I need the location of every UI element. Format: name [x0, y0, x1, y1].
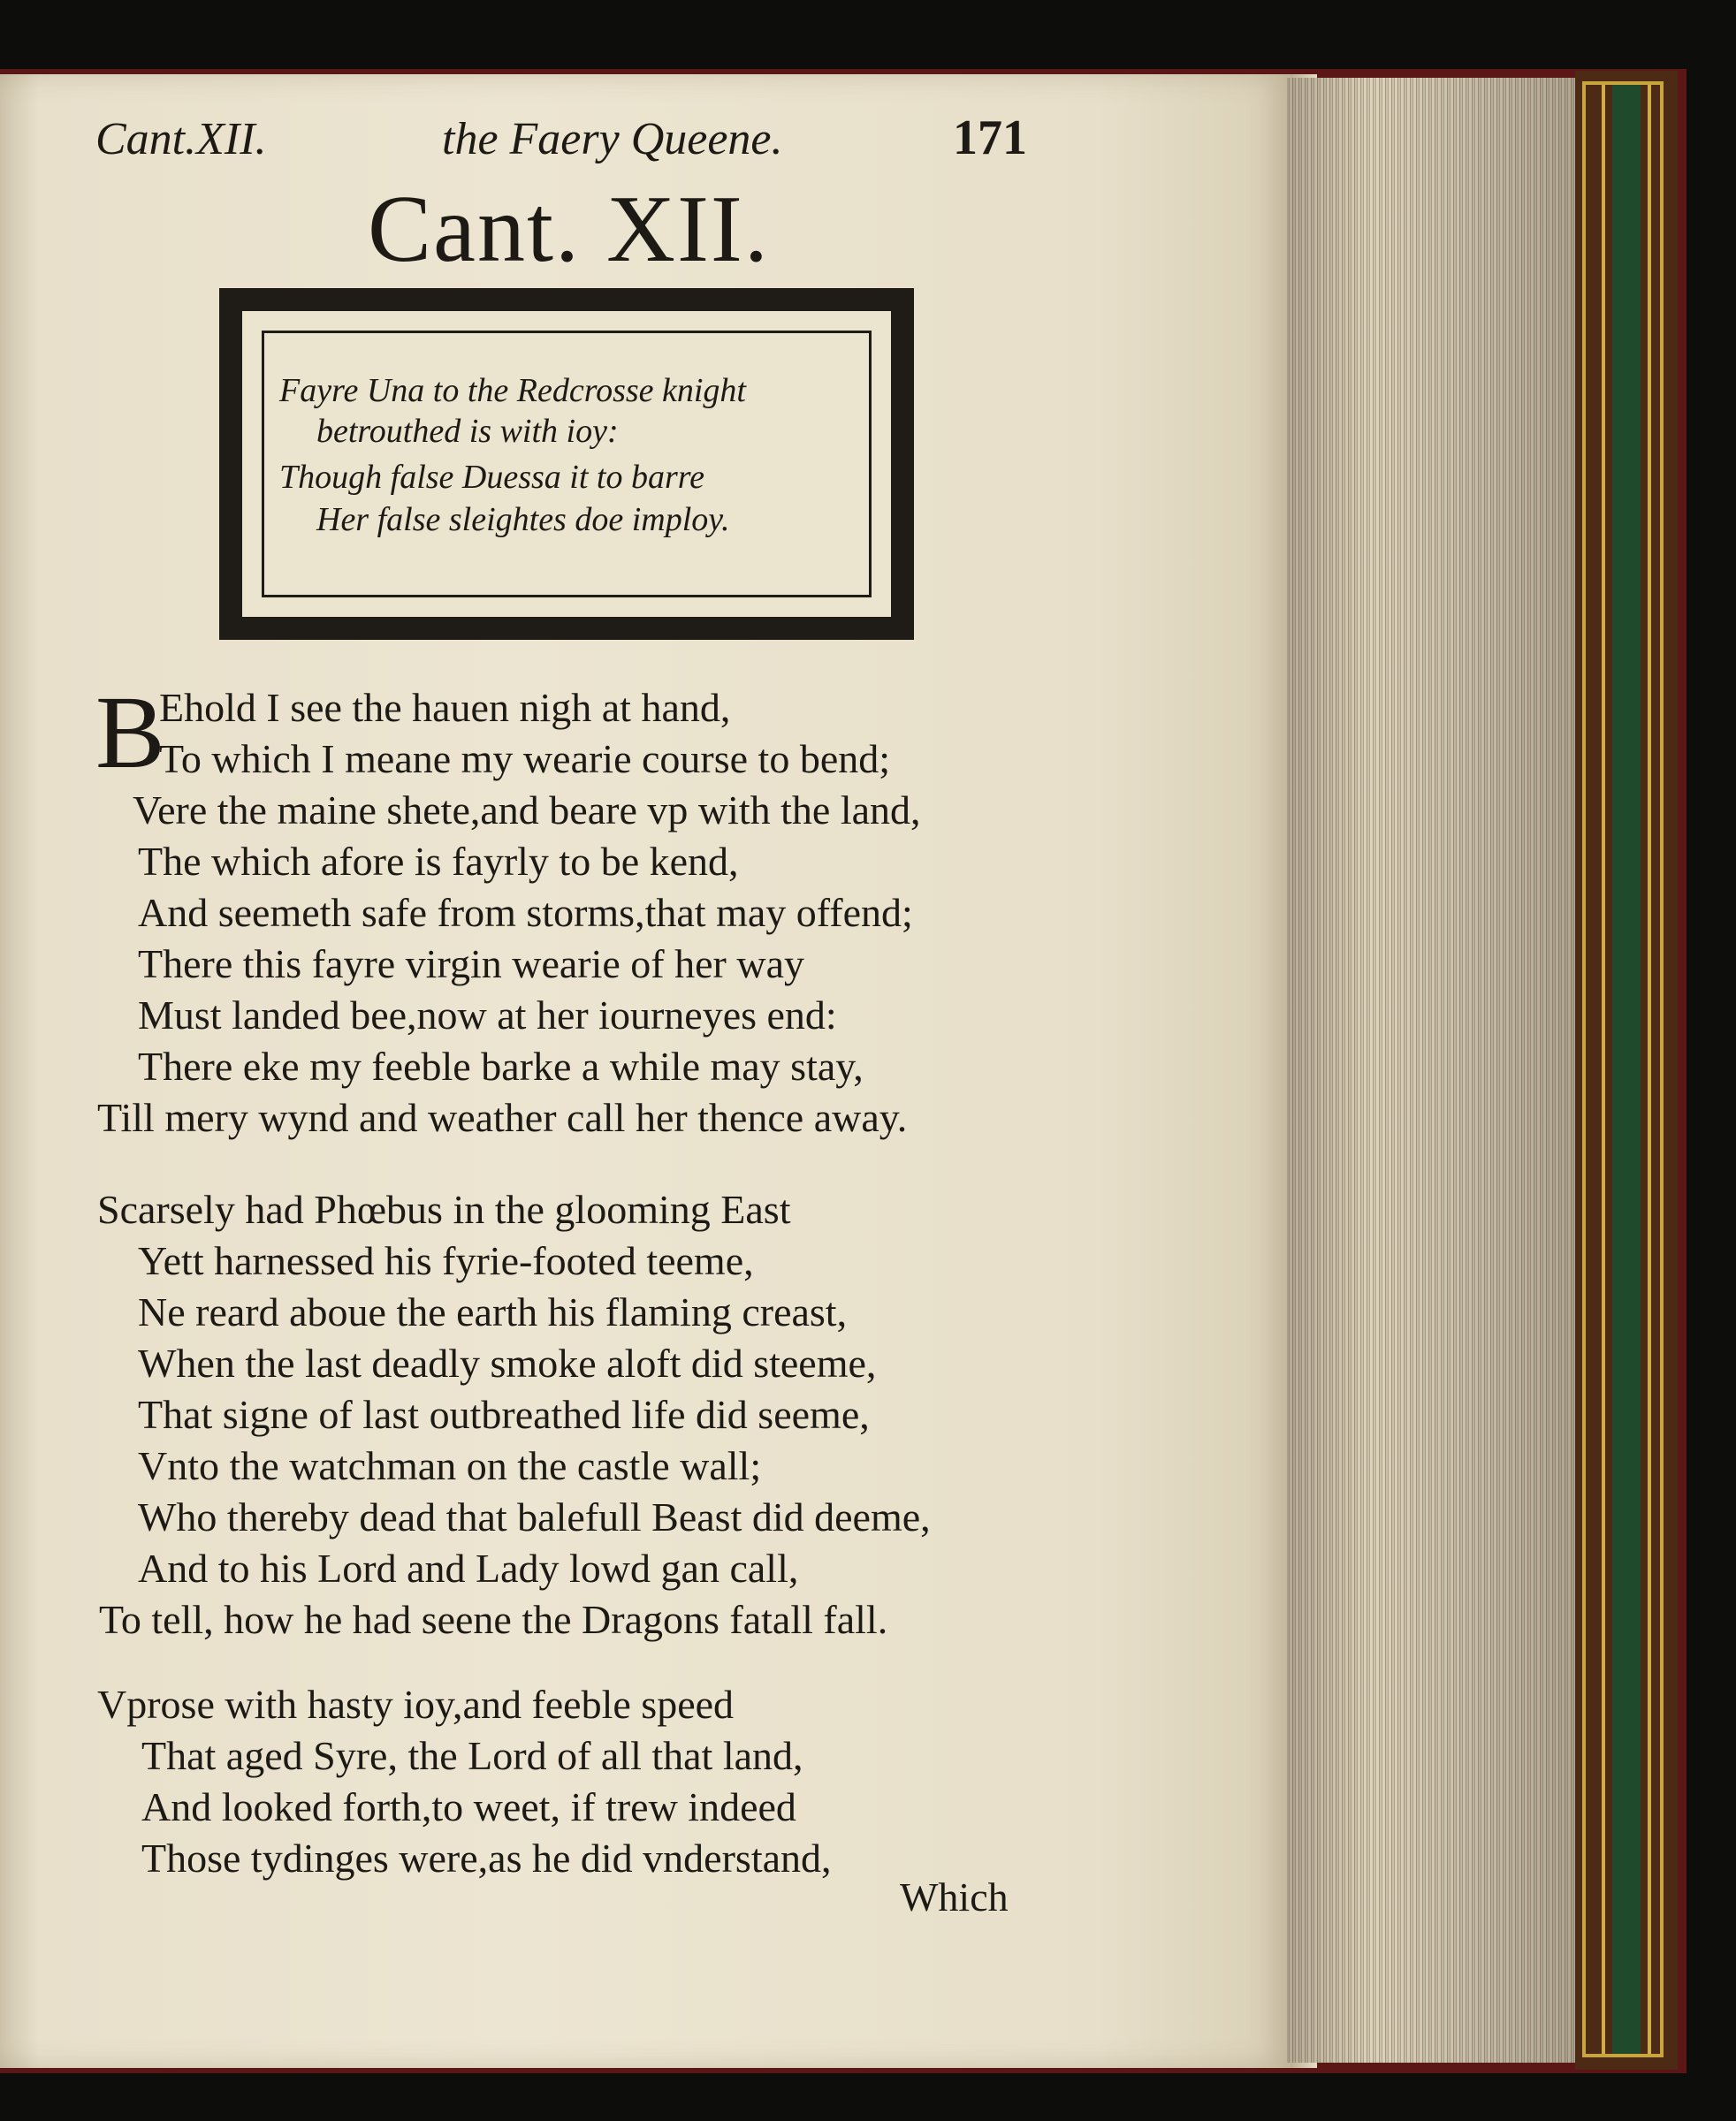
verse-line: There eke my feeble barke a while may stay,	[138, 1044, 864, 1089]
verse-line: Vprose with hasty ioy,and feeble speed	[97, 1682, 735, 1727]
verse-line: To which I meane my wearie course to bend;	[159, 736, 891, 781]
verse-line: Must landed bee,now at her iourneyes end:	[138, 992, 837, 1038]
verse-line: Vnto the watchman on the castle wall;	[138, 1443, 762, 1488]
verse-line: Yett harnessed his fyrie-footed teeme,	[138, 1238, 754, 1283]
argument-line-1: Fayre Una to the Redcrosse knight	[279, 372, 746, 409]
argument-line-3: Though false Duessa it to barre	[279, 459, 704, 496]
argument-line-4: Her false sleightes doe imploy.	[316, 501, 730, 538]
verse-line: There this fayre virgin wearie of her way	[138, 941, 804, 986]
ornament-top	[219, 288, 914, 311]
verse-line: Ehold I see the hauen nigh at hand,	[159, 685, 731, 730]
verse-line: That signe of last outbreathed life did seeme,	[138, 1392, 870, 1437]
canto-title: Cant. XII.	[368, 177, 770, 282]
verse-line: And to his Lord and Lady lowd gan call,	[138, 1546, 799, 1591]
drop-cap: B	[95, 674, 165, 790]
verse-line: To tell, how he had seene the Dragons fatall fall.	[99, 1597, 888, 1642]
page-number: 171	[953, 110, 1027, 165]
verse-line: Who thereby dead that balefull Beast did deeme,	[138, 1494, 931, 1539]
verse-line: And seemeth safe from storms,that may offend;	[138, 890, 913, 935]
argument-line-2: betrouthed is with ioy:	[316, 413, 619, 450]
verse-line: When the last deadly smoke aloft did steeme,	[138, 1341, 877, 1386]
verse-line: That aged Syre, the Lord of all that land,	[141, 1733, 803, 1778]
ornament-left	[219, 288, 242, 640]
catchword: Which	[900, 1874, 1009, 1920]
verse-line: Vere the maine shete,and beare vp with the land,	[133, 787, 921, 832]
verse-line: Scarsely had Phœbus in the glooming East	[97, 1187, 791, 1232]
ornament-bottom	[219, 617, 914, 640]
verse-line: Those tydinges were,as he did vnderstand,	[141, 1836, 832, 1881]
verse-line: The which afore is fayrly to be kend,	[138, 839, 739, 884]
gilt-border	[1582, 81, 1664, 2057]
verse-line: Ne reard aboue the earth his flaming creast,	[138, 1289, 848, 1334]
running-head-title: the Faery Queene.	[442, 114, 783, 164]
ornament-right	[891, 288, 914, 640]
verse-line: And looked forth,to weet, if trew indeed	[141, 1784, 796, 1829]
running-head-left: Cant.XII.	[95, 114, 267, 164]
verse-line: Till mery wynd and weather call her thence away.	[97, 1095, 908, 1140]
